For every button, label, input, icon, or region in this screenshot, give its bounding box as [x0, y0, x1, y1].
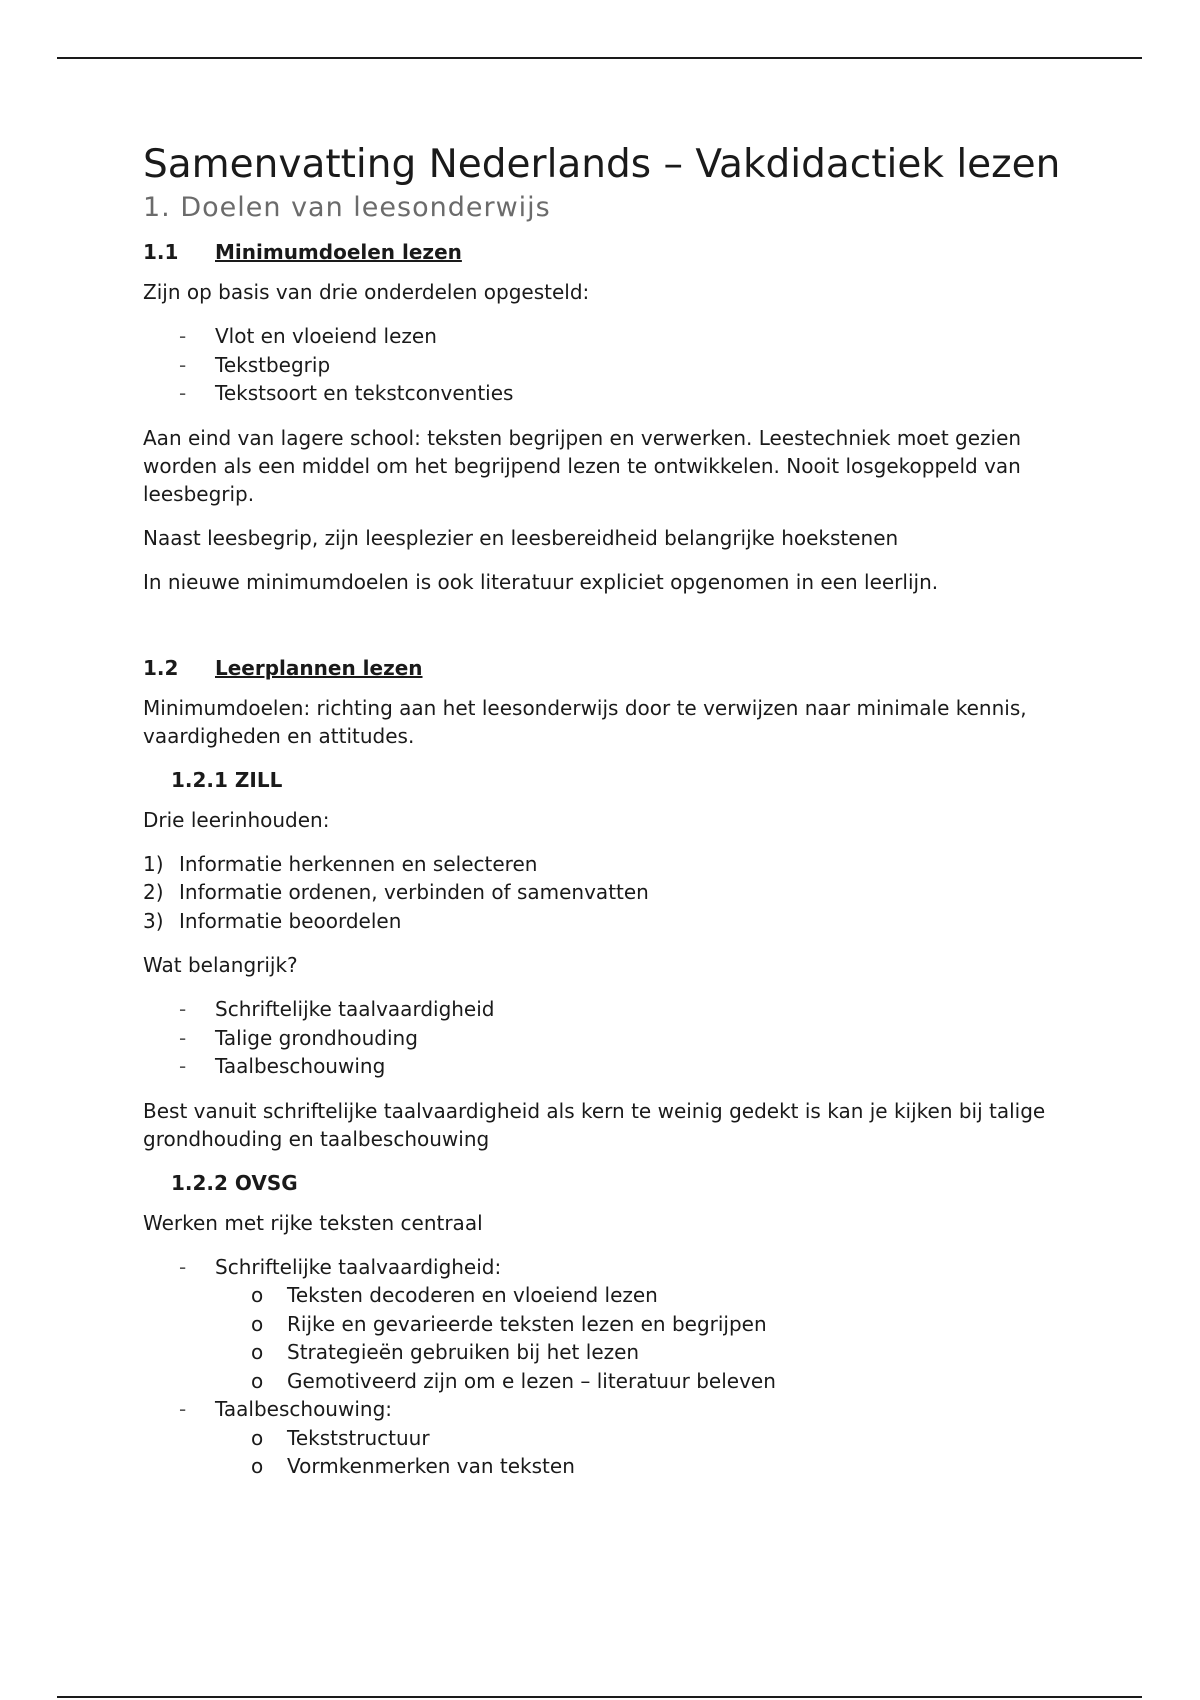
dash-bullet: - [179, 381, 187, 405]
chapter-title: 1. Doelen van leesonderwijs [143, 192, 551, 223]
numbered-list [143, 850, 1063, 936]
dash-bullet: - [179, 1025, 187, 1050]
circle-bullet: o [251, 1425, 264, 1450]
paragraph: Werken met rijke teksten centraal [143, 1210, 483, 1235]
dash-bullet: - [179, 352, 187, 377]
dash-bullet: - [179, 1397, 187, 1421]
section-label: Minimumdoelen lezen [215, 240, 462, 264]
list-item: 1) Informatie herkennen en selecteren [143, 850, 1063, 879]
circle-bullet: o [251, 1283, 264, 1307]
paragraph: Zijn op basis van drie onderdelen opgesteld: [143, 280, 590, 304]
list-item: - Talige grondhouding [143, 1024, 1063, 1053]
circle-bullet: o [251, 1340, 264, 1364]
paragraph: Naast leesbegrip, zijn leesplezier en leesbereidheid belangrijke hoekstenen [143, 525, 899, 550]
list-item: - Vlot en vloeiend lezen [143, 322, 1063, 351]
paragraph: Drie leerinhouden: [143, 807, 330, 832]
section-heading-1-2 [143, 654, 1063, 682]
sub-bullet-list [215, 1424, 1063, 1481]
section-heading-1-1 [143, 238, 1063, 266]
list-item: 2) Informatie ordenen, verbinden of samenvatten [143, 878, 1063, 907]
list-item: - Taalbeschouwing [143, 1052, 1063, 1081]
footer-rule [57, 1696, 1142, 1698]
bullet-list [143, 1253, 1063, 1481]
sub-list-item: o Strategieën gebruiken bij het lezen [215, 1338, 1063, 1367]
dash-bullet: - [179, 1254, 187, 1279]
list-number: 2) [143, 880, 164, 904]
section-number: 1.1 [143, 240, 179, 264]
sub-list-item: o Gemotiveerd zijn om e lezen – literatuur beleven [215, 1367, 1063, 1396]
paragraph: Minimumdoelen: richting aan het leesonderwijs door te verwijzen naar minimale kennis, vaardigheden en attitudes. [143, 695, 1027, 748]
list-item: - Tekstsoort en tekstconventies [143, 379, 1063, 408]
dash-bullet: - [179, 997, 187, 1021]
dash-bullet: - [179, 324, 187, 348]
sub-list-item: o Teksten decoderen en vloeiend lezen [215, 1281, 1063, 1310]
paragraph: In nieuwe minimumdoelen is ook literatuur expliciet opgenomen in een leerlijn. [143, 569, 939, 594]
sub-list-item: o Rijke en gevarieerde teksten lezen en begrijpen [215, 1310, 1063, 1339]
bullet-list [143, 995, 1063, 1081]
list-item: - Tekstbegrip [143, 351, 1063, 380]
header-rule [57, 57, 1142, 59]
list-item: - Schriftelijke taalvaardigheid [143, 995, 1063, 1024]
subsection-heading-ovsg: 1.2.2 OVSG [171, 1170, 298, 1195]
section-number: 1.2 [143, 655, 179, 680]
paragraph: Wat belangrijk? [143, 953, 298, 977]
dash-bullet: - [179, 1054, 187, 1078]
circle-bullet: o [251, 1368, 264, 1393]
list-item: - Taalbeschouwing: o Tekststructuur o Vormkenmerken van teksten [143, 1395, 1063, 1481]
sub-list-item: o Tekststructuur [215, 1424, 1063, 1453]
circle-bullet: o [251, 1454, 264, 1478]
list-number: 1) [143, 851, 164, 876]
list-item: - Schriftelijke taalvaardigheid: o Teksten decoderen en vloeiend lezen o Rijke en gevarieerde teksten lezen en begrijpen o Strategieën gebruiken bij het lezen o Gemotiveerd zijn om e lezen – literatuur beleven [143, 1253, 1063, 1396]
list-number: 3) [143, 908, 164, 933]
subsection-heading-zill: 1.2.1 ZILL [171, 767, 283, 792]
paragraph: Best vanuit schriftelijke taalvaardigheid als kern te weinig gedekt is kan je kijken bij talige grondhouding en taalbeschouwing [143, 1098, 1046, 1151]
circle-bullet: o [251, 1311, 264, 1336]
list-item: 3) Informatie beoordelen [143, 907, 1063, 936]
section-label: Leerplannen lezen [215, 655, 423, 680]
document-body [143, 140, 1063, 1497]
paragraph: Aan eind van lagere school: teksten begrijpen en verwerken. Leestechniek moet gezien worden als een middel om het begrijpend lezen te ontwikkelen. Nooit losgekoppeld van leesbegrip. [143, 425, 1022, 506]
document-title: Samenvatting Nederlands – Vakdidactiek lezen [143, 142, 1061, 187]
sub-list-item: o Vormkenmerken van teksten [215, 1452, 1063, 1481]
sub-bullet-list [215, 1281, 1063, 1395]
bullet-list [143, 322, 1063, 408]
